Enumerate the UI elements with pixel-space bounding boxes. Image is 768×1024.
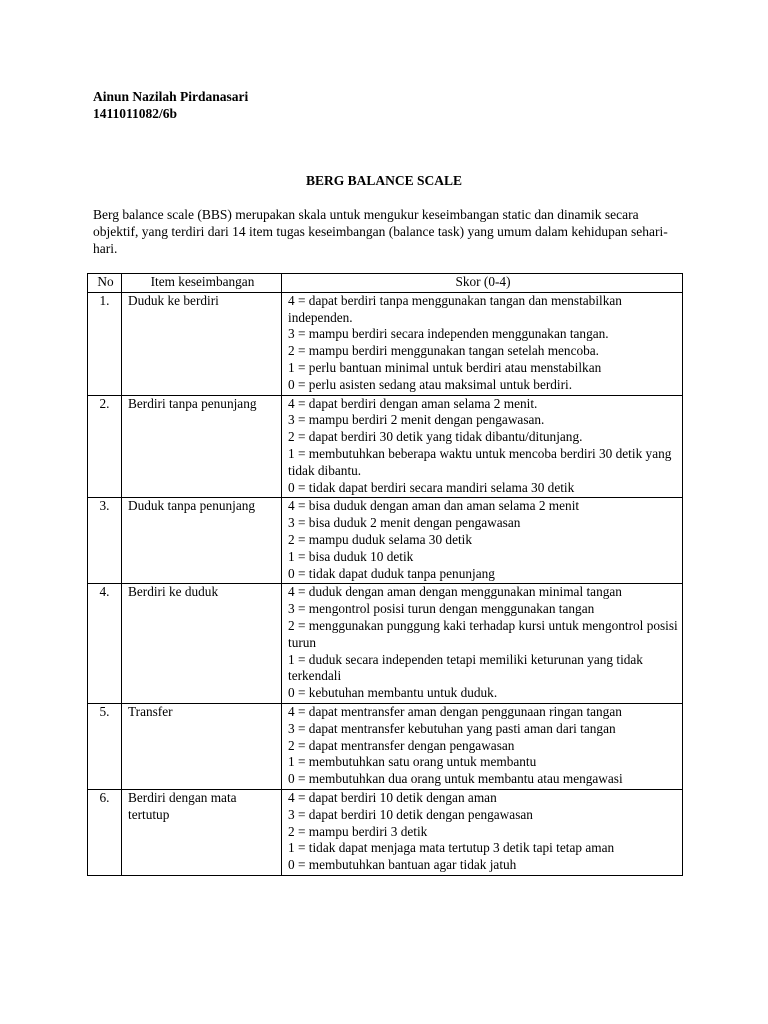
score-line: 0 = kebutuhan membantu untuk duduk. — [288, 685, 498, 701]
table-row — [88, 292, 683, 395]
row-number: 4. — [88, 584, 122, 704]
row-scores — [282, 395, 683, 498]
score-line: 3 = dapat berdiri 10 detik dengan pengawasan — [288, 806, 533, 822]
score-line: 3 = mampu berdiri secara independen menggunakan tangan. — [288, 326, 609, 342]
author-block — [93, 88, 248, 122]
row-number: 5. — [88, 703, 122, 789]
row-number: 2. — [88, 395, 122, 498]
score-line: 0 = membutuhkan bantuan agar tidak jatuh — [288, 857, 517, 873]
row-item: Berdiri tanpa penunjang — [122, 395, 282, 498]
table-row — [88, 498, 683, 584]
header-no: No — [88, 274, 122, 293]
score-line: 0 = perlu asisten sedang atau maksimal untuk berdiri. — [288, 376, 573, 392]
table-row — [88, 584, 683, 704]
intro-paragraph: Berg balance scale (BBS) merupakan skala untuk mengukur keseimbangan static dan dinamik secara objektif, yang terdiri dari 14 item tugas keseimbangan (balance task) yang umum dalam kehidupan sehari-hari. — [93, 207, 668, 256]
score-line: 0 = tidak dapat duduk tanpa penunjang — [288, 565, 495, 581]
score-line: 3 = mengontrol posisi turun dengan menggunakan tangan — [288, 601, 595, 617]
row-scores — [282, 292, 683, 395]
score-line: 4 = duduk dengan aman dengan menggunakan minimal tangan — [288, 584, 622, 600]
score-line: 3 = dapat mentransfer kebutuhan yang pasti aman dari tangan — [288, 720, 616, 736]
score-line: 2 = menggunakan punggung kaki terhadap kursi untuk mengontrol posisi turun — [288, 617, 678, 650]
score-line: 4 = bisa duduk dengan aman dan aman selama 2 menit — [288, 498, 580, 514]
score-line: 4 = dapat berdiri dengan aman selama 2 menit. — [288, 395, 538, 411]
table-body — [88, 292, 683, 875]
row-item: Transfer — [122, 703, 282, 789]
score-line: 2 = mampu berdiri 3 detik — [288, 823, 428, 839]
score-line: 3 = mampu berdiri 2 menit dengan pengawasan. — [288, 412, 545, 428]
score-line: 2 = dapat berdiri 30 detik yang tidak dibantu/ditunjang. — [288, 429, 583, 445]
table-row — [88, 703, 683, 789]
score-line: 2 = mampu berdiri menggunakan tangan setelah mencoba. — [288, 343, 600, 359]
row-scores — [282, 584, 683, 704]
score-line: 2 = dapat mentransfer dengan pengawasan — [288, 737, 515, 753]
score-line: 4 = dapat mentransfer aman dengan penggunaan ringan tangan — [288, 703, 622, 719]
header-score: Skor (0-4) — [282, 274, 683, 293]
document-title: BERG BALANCE SCALE — [305, 173, 463, 188]
row-item: Berdiri ke duduk — [122, 584, 282, 704]
table-row — [88, 395, 683, 498]
row-number: 3. — [88, 498, 122, 584]
table-row — [88, 789, 683, 875]
score-line: 1 = duduk secara independen tetapi memiliki keturunan yang tidak terkendali — [288, 651, 643, 684]
author-name: Ainun Nazilah Pirdanasari — [93, 89, 249, 104]
berg-balance-table — [87, 273, 683, 876]
row-scores — [282, 498, 683, 584]
score-line: 1 = membutuhkan beberapa waktu untuk mencoba berdiri 30 detik yang tidak dibantu. — [288, 445, 672, 478]
row-scores — [282, 789, 683, 875]
header-item: Item keseimbangan — [122, 274, 282, 293]
row-item: Duduk tanpa penunjang — [122, 498, 282, 584]
row-item: Berdiri dengan mata tertutup — [122, 789, 282, 875]
score-line: 1 = perlu bantuan minimal untuk berdiri atau menstabilkan — [288, 359, 602, 375]
score-line: 3 = bisa duduk 2 menit dengan pengawasan — [288, 515, 521, 531]
row-number: 6. — [88, 789, 122, 875]
score-line: 1 = bisa duduk 10 detik — [288, 548, 414, 564]
score-line: 2 = mampu duduk selama 30 detik — [288, 531, 473, 547]
row-number: 1. — [88, 292, 122, 395]
score-line: 1 = membutuhkan satu orang untuk membantu — [288, 754, 537, 770]
row-scores — [282, 703, 683, 789]
row-item: Duduk ke berdiri — [122, 292, 282, 395]
score-line: 4 = dapat berdiri 10 detik dengan aman — [288, 789, 497, 805]
score-line: 1 = tidak dapat menjaga mata tertutup 3 detik tapi tetap aman — [288, 840, 615, 856]
score-line: 0 = membutuhkan dua orang untuk membantu atau mengawasi — [288, 771, 623, 787]
table-header-row — [88, 274, 683, 293]
score-line: 0 = tidak dapat berdiri secara mandiri selama 30 detik — [288, 479, 575, 495]
score-line: 4 = dapat berdiri tanpa menggunakan tangan dan menstabilkan independen. — [288, 292, 622, 325]
student-id: 1411011082/6b — [93, 106, 178, 121]
